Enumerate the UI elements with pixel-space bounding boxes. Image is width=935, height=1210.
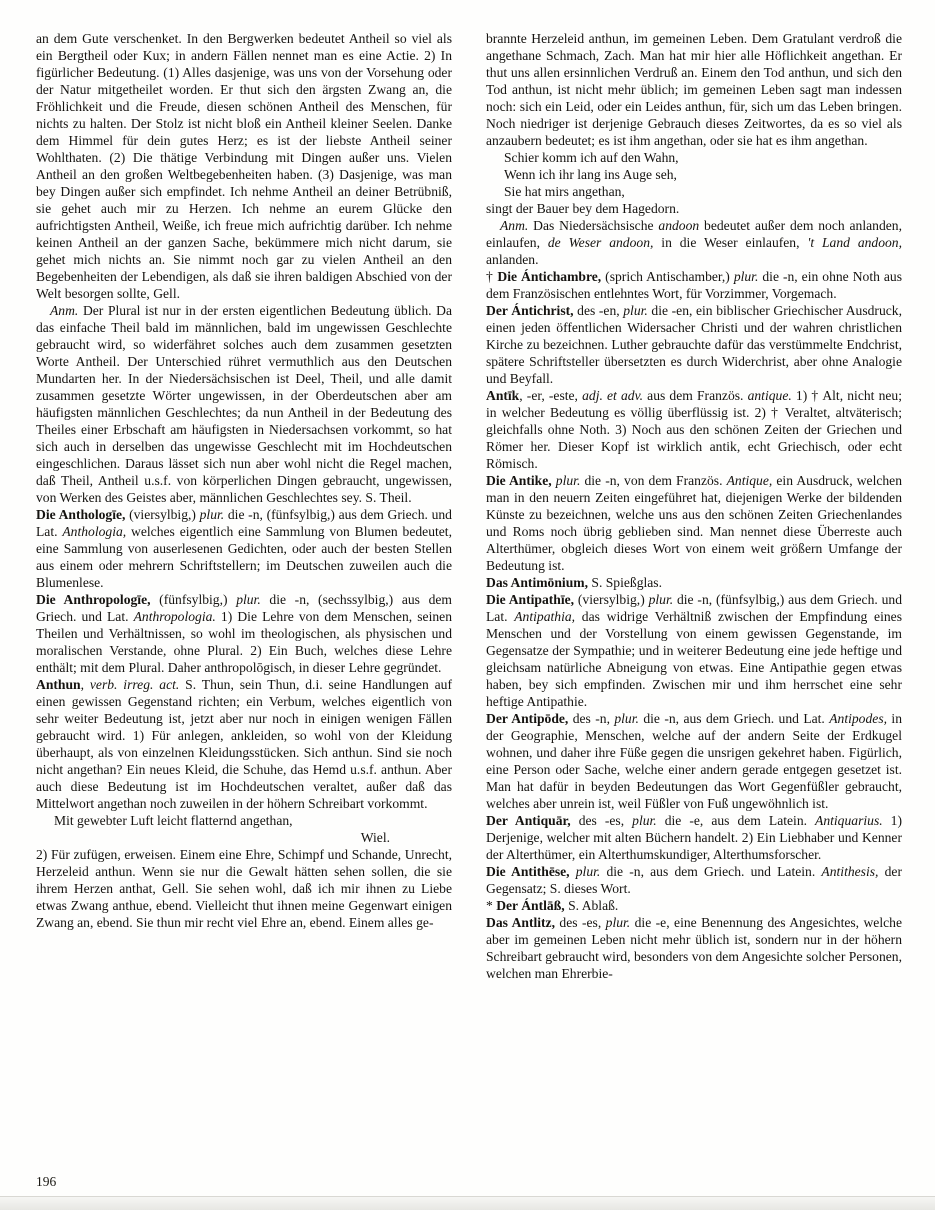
- text-run: andoon: [658, 218, 700, 233]
- text-run: aus dem Französ.: [643, 388, 748, 403]
- text-run: die -en, ein biblischer Griechischer Ausdruck, einen jeden öffentlichen Widersacher Christi und der wahren christlichen Kirche zu bezeichnen. Luther gebrauchte dafür das verstümmelte Endchrist, spätere Schriftsteller übersetzten es durch Widerchrist, aber ohne Analogie und Beyfall.: [486, 303, 902, 386]
- text-run: 1) Die Lehre von dem Menschen, seinen Theilen und Verhältnissen, so wohl im theologischen, als physischen und moralischen Verstande, ohne Plural. 2) Ein Buch, welches diese Lehre enthält; mit dem Plural. Daher anthropolōgisch, in dieser Lehre gegründet.: [36, 609, 452, 675]
- dictionary-entry: [36, 506, 452, 591]
- text-run: Sie hat mirs angethan,: [504, 184, 625, 199]
- paragraph: [486, 30, 902, 149]
- text-run: Mit gewebter Luft leicht flatternd angethan,: [54, 813, 293, 828]
- page-number: 196: [36, 1174, 57, 1189]
- text-run: welches eigentlich eine Sammlung von Blumen bedeutet, eine Sammlung von auserlesenen Gedichten, oder auch der besten Stellen aus einem oder mehrern Schriftstellern; im Deutschen zuweilen auch die Blumenlese.: [36, 524, 452, 590]
- text-run: Anthologia,: [62, 524, 127, 539]
- text-run: S. Thun, sein Thun, d.i. seine Handlungen auf einen gewissen Gegenstand richten; ein Verbum, welches eigentlich von sehr weiter Bedeutung ist, jetzt aber nur noch in einigen wenigen Fällen gebraucht wird. 1) Für anlegen, ankleiden, so wohl von der Kleidung überhaupt, als von einzelnen Kleidungsstücken. Sich anthun. Sind sie noch nicht angethan? Ein neues Kleid, die Schuhe, das Hemd u.s.f. anthun. Aber auch diese Bedeutung ist im Hochdeutschen veraltet, außer daß das Mittelwort angethan noch zuweilen in der höhern Schreibart vorkommt.: [36, 677, 452, 811]
- text-run: plur.: [575, 864, 601, 879]
- dictionary-entry: [36, 676, 452, 812]
- column-right: [486, 30, 902, 982]
- text-run: , -er, -este,: [519, 388, 583, 403]
- column-left: [36, 30, 452, 982]
- dictionary-entry: [486, 472, 902, 574]
- text-run: 1) † Alt, nicht neu; in welcher Bedeutung es völlig überflüssig ist. 2) † Veraltet, altväterisch; gleichfalls ohne Noth. 3) Noch aus den schönen Zeiten der Griechen und Römer her. Dieser Kopf ist wirklich antik, echt Griechisch, oder echt Römisch.: [486, 388, 902, 471]
- paragraph: [36, 812, 452, 829]
- dictionary-entry: [486, 710, 902, 812]
- text-run: 't Land andoon,: [807, 235, 903, 250]
- text-run: Anm.: [50, 303, 79, 318]
- dictionary-entry: [486, 591, 902, 710]
- dictionary-entry: [486, 387, 902, 472]
- dictionary-entry: [486, 574, 902, 591]
- headword: Der Ántichrist,: [486, 303, 574, 318]
- dictionary-entry: [486, 812, 902, 863]
- text-run: Antipodes,: [829, 711, 888, 726]
- text-run: Antipathia,: [514, 609, 576, 624]
- text-run: adj. et adv.: [582, 388, 644, 403]
- headword: Der Antipōde,: [486, 711, 569, 726]
- paragraph: [486, 217, 902, 268]
- text-run: des -es,: [555, 915, 606, 930]
- headword: Die Antithēse,: [486, 864, 570, 879]
- text-run: plur.: [236, 592, 261, 607]
- text-run: in die Weser einlaufen,: [653, 235, 808, 250]
- headword: Das Antlitz,: [486, 915, 555, 930]
- headword: Anthun: [36, 677, 81, 692]
- paragraph: [486, 200, 902, 217]
- paragraph: [486, 149, 902, 166]
- text-run: die -n, (fünfsylbig,) aus dem Griech. und Lat.: [486, 592, 902, 624]
- dictionary-entry: [486, 914, 902, 982]
- text-run: S. Ablaß.: [564, 898, 619, 913]
- text-run: antique.: [747, 388, 792, 403]
- text-run: die -e, aus dem Latein.: [656, 813, 816, 828]
- text-run: das widrige Verhältniß zwischen der Empfindung eines Menschen und der Vorstellung von einem gewissen Gegenstande, im Gegensatze der Sympathie; und in weiterer Bedeutung eine jede heftige und gleichsam natürliche Abneigung von etwas. Eine Antipathie gegen etwas haben, bey sich empfinden. Zwischen mir und ihm herrschet eine sehr heftige Antipathie.: [486, 609, 902, 709]
- paragraph: [36, 829, 452, 846]
- text-run: des -n,: [568, 711, 615, 726]
- text-run: 1) Derjenige, welcher mit alten Büchern handelt. 2) Ein Liebhaber und Kenner der Alterthümer, ein Alterthumskundiger, Alterthumsforscher.: [486, 813, 902, 862]
- text-run: Der Plural ist nur in der ersten eigentlichen Bedeutung üblich. Da das einfache Theil bald im männlichen, bald im ungewissen Geschlechte gebraucht wird, so widerfähret solches auch dem zusammen gesetzten Worte Antheil. Der Unterschied rühret vermuthlich aus den Deutschen Mundarten her. In der Niedersächsischen ist Deel, Theil, und alle damit zusammen gesetzte Wörter ungewissen, in der Oberdeutschen aber am häufigsten männlichen Geschlechtes; da nun Antheil in der Bedeutung des Theiles einer Erbschaft am häufigsten in Niedersachsen vorkommt, so hat sich auch in derselben das ungewisse Geschlecht mit im Hochdeutschen eingeschlichen. Daraus lässet sich nun aber wohl nicht die Regel machen, daß Theil, Antheil u.s.f. von körperlichen Dingen gebraucht, ungewissen, von Werken des Geistes aber, männlichen Geschlechtes sey. S. Theil.: [36, 303, 452, 505]
- text-run: verb. irreg. act.: [89, 677, 180, 692]
- text-run: de Weser andoon,: [547, 235, 654, 250]
- headword: Antīk: [486, 388, 520, 403]
- text-run: plur.: [199, 507, 225, 522]
- text-run: singt der Bauer bey dem Hagedorn.: [486, 201, 680, 216]
- dictionary-entry: [486, 268, 902, 302]
- text-run: †: [486, 269, 498, 284]
- text-run: Anm.: [500, 218, 529, 233]
- paragraph: [36, 846, 452, 931]
- text-run: *: [486, 898, 497, 913]
- text-run: anlanden.: [486, 252, 539, 267]
- text-run: Wiel.: [360, 830, 390, 845]
- text-run: (fünfsylbig,): [150, 592, 237, 607]
- text-run: die -e, eine Benennung des Angesichtes, welche aber im gemeinen Leben nicht mehr üblich ist, sondern nur in der höhern Schreibart gebraucht wird, besonders von dem Angesichte solcher Personen, welchen man Ehrerbie-: [486, 915, 903, 981]
- text-run: ein Ausdruck, welchen man in den neuern Zeiten eingeführet hat, diejenigen Werke der bildenden Künste zu bezeichnen, welche uns aus den schönen Zeiten Griechenlandes und Roms noch übrig geblieben sind. Man nennet diese Überreste auch Alterthümer, obgleich dieses Wort von einem weit größern Umfange der Bedeutung ist.: [486, 473, 903, 573]
- headword: Die Ántichambre,: [497, 269, 602, 284]
- text-run: brannte Herzeleid anthun, im gemeinen Leben. Dem Gratulant verdroß die angethane Schmach, Zach. Man hat mir hier alle Höflichkeit angethan. Er thut uns allen ersinnlichen Verdruß an. Einem den Tod anthun, und sich den Tod anthun, ist nicht mehr üblich; im gemeinen Leben sagt man indessen noch: sich ein Leid, oder ein Leides anthun, für, sich um das Leben bringen. Noch niedriger ist derjenige Gebrauch dieses Zeitwortes, da es so viel als anzaubern bedeutet; es ist ihm angethan, oder sie hat es ihm angethan.: [486, 31, 902, 148]
- text-run: des -es,: [570, 813, 633, 828]
- text-run: 2) Für zufügen, erweisen. Einem eine Ehre, Schimpf und Schande, Unrecht, Herzeleid anthun. Wenn sie nur die Gewalt hätten sehen sollen, die sie ihrem Herzen anthat, Gell. Sie sehen wohl, daß ich mir ihnen zu Liebe etwas Zwang anthue, ebend. Vielleicht thut ihnen meine Gegenwart einigen Zwang an, ebend. Sie thun mir recht viel Ehre an, ebend. Einem alles ge-: [36, 847, 452, 930]
- text-run: die -n, (fünfsylbig,) aus dem Griech. und Lat.: [36, 507, 452, 539]
- paragraph: [486, 183, 902, 200]
- text-run: Das Niedersächsische: [528, 218, 659, 233]
- text-run: ,: [80, 677, 90, 692]
- text-run: plur.: [614, 711, 639, 726]
- text-run: die -n, von dem Französ.: [580, 473, 727, 488]
- text-run: in der Geographie, Menschen, welche auf der andern Seite der Erdkugel wohnen, und daher ihre Füße gegen die unsrigen gekehret haben. Figürlich, eine Person oder Sache, welche einer andern gerade entgegen gesetzet ist. Man hat dafür in beyden Bedeutungen das Wort Gegenfüßler gebraucht, welches aber unrein ist, weil Füßler von Fuß ungewöhnlich ist.: [486, 711, 902, 811]
- headword: Die Anthologīe,: [36, 507, 126, 522]
- text-run: plur.: [632, 813, 657, 828]
- headword: Der Ántlāß,: [496, 898, 565, 913]
- headword: Das Antimōnium,: [486, 575, 588, 590]
- dictionary-entry: [36, 591, 452, 676]
- scan-bottom-edge: [0, 1196, 935, 1210]
- text-run: (viersylbig,): [125, 507, 200, 522]
- text-run: die -n, aus dem Griech. und Latein.: [600, 864, 822, 879]
- text-run: Antiquarius.: [815, 813, 883, 828]
- text-run: die -n, (sechssylbig,) aus dem Griech. und Lat.: [36, 592, 453, 624]
- text-run: Antithesis,: [821, 864, 879, 879]
- text-run: der Gegensatz; S. dieses Wort.: [486, 864, 902, 896]
- text-run: plur.: [623, 303, 648, 318]
- text-run: (sprich Antischamber,): [601, 269, 734, 284]
- headword: Der Antiquār,: [486, 813, 571, 828]
- dictionary-entry: [486, 302, 902, 387]
- paragraph: [36, 302, 452, 506]
- text-run: plur.: [605, 915, 631, 930]
- text-run: die -n, ein ohne Noth aus dem Französischen entlehntes Wort, für Vorzimmer, Vorgemach.: [486, 269, 903, 301]
- text-run: die -n, aus dem Griech. und Lat.: [638, 711, 830, 726]
- text-run: S. Spießglas.: [587, 575, 662, 590]
- headword: Die Antipathīe,: [486, 592, 575, 607]
- headword: Die Antike,: [486, 473, 552, 488]
- text-run: plur.: [733, 269, 759, 284]
- dictionary-entry: [486, 897, 902, 914]
- text-run: des -en,: [573, 303, 624, 318]
- text-run: Anthropologia.: [133, 609, 216, 624]
- headword: Die Anthropologīe,: [36, 592, 151, 607]
- text-run: Antique,: [726, 473, 773, 488]
- text-run: bedeutet außer dem noch anlanden, einlaufen,: [486, 218, 902, 250]
- paragraph: [486, 166, 902, 183]
- text-run: plur.: [555, 473, 581, 488]
- text-run: plur.: [648, 592, 674, 607]
- text-run: Wenn ich ihr lang ins Auge seh,: [504, 167, 677, 182]
- text-run: (viersylbig,): [574, 592, 649, 607]
- text-run: an dem Gute verschenket. In den Bergwerken bedeutet Antheil so viel als ein Bergtheil oder Kux; in andern Fällen nennet man es eine Actie. 2) In figürlicher Bedeutung. (1) Alles dasjenige, was uns von der Vorsehung oder der Natur mitgetheilet worden. Er thut sich den ärgsten Zwang an, die Fröhlichkeit und die Freude, diesen schönen Antheil des Menschen, für nichts zu halten. Der Stolz ist nicht bloß ein Antheil kleiner Seelen. Danke dem Himmel für dein gutes Herz; es ist der liebste Antheil seiner Wohlthaten. (2) Die thätige Verbindung mit Dingen außer uns. Vielen Antheil an den großen Weltbegebenheiten haben. (3) Dasjenige, was man bey Dingen außer sich empfindet. Ich nehme Antheil an deiner Betrübniß, sie gehet auch mir zu Herzen. Ich nehme an eurem Glücke den aufrichtigsten Antheil, Weiße, ich freue mich aufrichtig darüber. Ich nehme keinen Antheil an der ganzen Sache, bekümmere mich nicht darum, sie gehet mich nichts an. Sie nimmt noch gar zu vielen Antheil an den Begebenheiten der Lebendigen, als daß sie ihren baldigen Abschied von der Welt besorgen sollte, Gell.: [36, 31, 452, 301]
- paragraph: [36, 30, 452, 302]
- text-run: Schier komm ich auf den Wahn,: [504, 150, 679, 165]
- dictionary-entry: [486, 863, 902, 897]
